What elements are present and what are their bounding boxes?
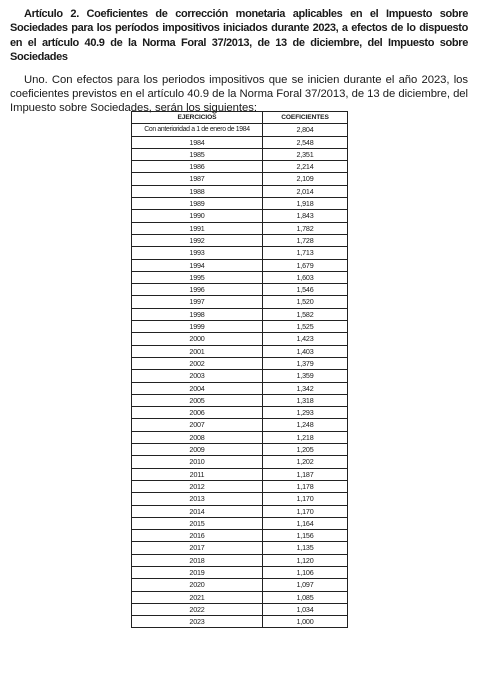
coeficiente-cell: 1,342 — [263, 382, 348, 394]
ejercicio-cell: 1999 — [132, 321, 263, 333]
ejercicio-cell: 2016 — [132, 530, 263, 542]
table-header-row — [132, 112, 348, 124]
table-row — [132, 419, 348, 431]
table-row — [132, 345, 348, 357]
coeficiente-cell: 2,109 — [263, 173, 348, 185]
table-row — [132, 517, 348, 529]
coeficiente-cell: 1,097 — [263, 579, 348, 591]
coeficiente-cell: 1,178 — [263, 480, 348, 492]
ejercicio-cell: 2020 — [132, 579, 263, 591]
ejercicio-cell: 2008 — [132, 431, 263, 443]
table-row — [132, 542, 348, 554]
ejercicio-cell: 1989 — [132, 198, 263, 210]
table-row — [132, 321, 348, 333]
table-row — [132, 407, 348, 419]
table-body — [132, 124, 348, 628]
table-row — [132, 480, 348, 492]
coeficiente-cell: 1,156 — [263, 530, 348, 542]
table-row — [132, 284, 348, 296]
coeficiente-cell: 1,034 — [263, 603, 348, 615]
ejercicio-cell: 2021 — [132, 591, 263, 603]
ejercicio-cell: 2017 — [132, 542, 263, 554]
table-row — [132, 271, 348, 283]
ejercicio-cell: 2005 — [132, 394, 263, 406]
coeficiente-cell: 1,202 — [263, 456, 348, 468]
ejercicio-cell: 1994 — [132, 259, 263, 271]
ejercicio-cell: 1984 — [132, 136, 263, 148]
table-row — [132, 308, 348, 320]
ejercicio-cell: 2009 — [132, 444, 263, 456]
coeficiente-cell: 1,520 — [263, 296, 348, 308]
table-row — [132, 566, 348, 578]
ejercicio-cell: 2003 — [132, 370, 263, 382]
coeficiente-cell: 1,205 — [263, 444, 348, 456]
table-row — [132, 505, 348, 517]
ejercicio-cell: 2006 — [132, 407, 263, 419]
ejercicio-cell: 1995 — [132, 271, 263, 283]
table-row — [132, 493, 348, 505]
ejercicio-cell: 2013 — [132, 493, 263, 505]
table-row — [132, 136, 348, 148]
table-row — [132, 591, 348, 603]
ejercicio-cell: 2018 — [132, 554, 263, 566]
ejercicio-cell: 2002 — [132, 357, 263, 369]
coeficiente-cell: 1,187 — [263, 468, 348, 480]
coeficiente-cell: 1,120 — [263, 554, 348, 566]
coeficiente-cell: 1,525 — [263, 321, 348, 333]
ejercicio-cell: 1992 — [132, 234, 263, 246]
table-row — [132, 394, 348, 406]
table-row — [132, 222, 348, 234]
coeficiente-cell: 1,170 — [263, 493, 348, 505]
ejercicio-cell: 2023 — [132, 616, 263, 628]
ejercicio-cell: 1998 — [132, 308, 263, 320]
coeficiente-cell: 1,728 — [263, 234, 348, 246]
table-row — [132, 296, 348, 308]
ejercicio-cell: 2019 — [132, 566, 263, 578]
table-row — [132, 456, 348, 468]
ejercicio-cell: 2015 — [132, 517, 263, 529]
table-row — [132, 357, 348, 369]
ejercicio-cell: 2014 — [132, 505, 263, 517]
coeficiente-cell: 1,170 — [263, 505, 348, 517]
ejercicio-cell: 2007 — [132, 419, 263, 431]
table-row — [132, 579, 348, 591]
coeficiente-cell: 1,359 — [263, 370, 348, 382]
ejercicio-cell: 1997 — [132, 296, 263, 308]
table-row — [132, 185, 348, 197]
coeficiente-cell: 1,582 — [263, 308, 348, 320]
coeficiente-cell: 1,782 — [263, 222, 348, 234]
table-row — [132, 530, 348, 542]
table-row — [132, 124, 348, 136]
ejercicio-cell: 2011 — [132, 468, 263, 480]
coeficiente-cell: 1,135 — [263, 542, 348, 554]
coeficiente-cell: 1,164 — [263, 517, 348, 529]
coeficiente-cell: 1,000 — [263, 616, 348, 628]
table-row — [132, 198, 348, 210]
table-row — [132, 333, 348, 345]
table-row — [132, 370, 348, 382]
coeficiente-cell: 1,403 — [263, 345, 348, 357]
table-row — [132, 431, 348, 443]
ejercicio-cell: 1985 — [132, 148, 263, 160]
table-row — [132, 210, 348, 222]
ejercicio-cell: 1993 — [132, 247, 263, 259]
table-row — [132, 173, 348, 185]
table-row — [132, 382, 348, 394]
ejercicio-cell: 2022 — [132, 603, 263, 615]
coeficiente-cell: 1,318 — [263, 394, 348, 406]
ejercicio-cell: 2012 — [132, 480, 263, 492]
coeficiente-cell: 1,218 — [263, 431, 348, 443]
ejercicio-cell: 2000 — [132, 333, 263, 345]
table-row — [132, 468, 348, 480]
coeficiente-cell: 1,423 — [263, 333, 348, 345]
table-row — [132, 234, 348, 246]
coeficiente-cell: 1,843 — [263, 210, 348, 222]
coeficiente-cell: 1,713 — [263, 247, 348, 259]
table-row — [132, 444, 348, 456]
coeficiente-cell: 1,603 — [263, 271, 348, 283]
column-header-ejercicios: EJERCICIOS — [132, 112, 263, 124]
coeficiente-cell: 1,379 — [263, 357, 348, 369]
ejercicio-cell: 1986 — [132, 161, 263, 173]
coefficients-table — [131, 111, 348, 628]
ejercicio-cell: Con anterioridad a 1 de enero de 1984 — [132, 124, 263, 136]
table-row — [132, 554, 348, 566]
table-row — [132, 259, 348, 271]
coeficiente-cell: 1,085 — [263, 591, 348, 603]
coeficiente-cell: 1,293 — [263, 407, 348, 419]
coeficiente-cell: 1,248 — [263, 419, 348, 431]
article-heading: Artículo 2. Coeficientes de corrección monetaria aplicables en el Impuesto sobre Sociedades para los períodos impositivos iniciados durante 2023, a efectos de lo dispuesto en el artículo 40.9 de la Norma Foral 37/2013, de 13 de diciembre, del Impuesto sobre Sociedades — [10, 8, 468, 63]
coeficiente-cell: 2,351 — [263, 148, 348, 160]
ejercicio-cell: 2004 — [132, 382, 263, 394]
ejercicio-cell: 2010 — [132, 456, 263, 468]
coeficiente-cell: 2,014 — [263, 185, 348, 197]
column-header-coeficientes: COEFICIENTES — [263, 112, 348, 124]
ejercicio-cell: 1988 — [132, 185, 263, 197]
ejercicio-cell: 2001 — [132, 345, 263, 357]
ejercicio-cell: 1987 — [132, 173, 263, 185]
intro-paragraph: Uno. Con efectos para los periodos impositivos que se inicien durante el año 2023, los coeficientes previstos en el artículo 40.9 de la Norma Foral 37/2013, de 13 de diciembre, del Impuesto sobre Sociedades, serán los siguientes: — [10, 74, 468, 115]
table-row — [132, 161, 348, 173]
coeficiente-cell: 1,679 — [263, 259, 348, 271]
ejercicio-cell: 1996 — [132, 284, 263, 296]
ejercicio-cell: 1990 — [132, 210, 263, 222]
coeficiente-cell: 1,546 — [263, 284, 348, 296]
coeficiente-cell: 1,106 — [263, 566, 348, 578]
ejercicio-cell: 1991 — [132, 222, 263, 234]
table-row — [132, 148, 348, 160]
table-row — [132, 603, 348, 615]
coeficiente-cell: 2,214 — [263, 161, 348, 173]
table-row — [132, 247, 348, 259]
table-row — [132, 616, 348, 628]
coeficiente-cell: 2,804 — [263, 124, 348, 136]
coeficiente-cell: 2,548 — [263, 136, 348, 148]
coeficiente-cell: 1,918 — [263, 198, 348, 210]
